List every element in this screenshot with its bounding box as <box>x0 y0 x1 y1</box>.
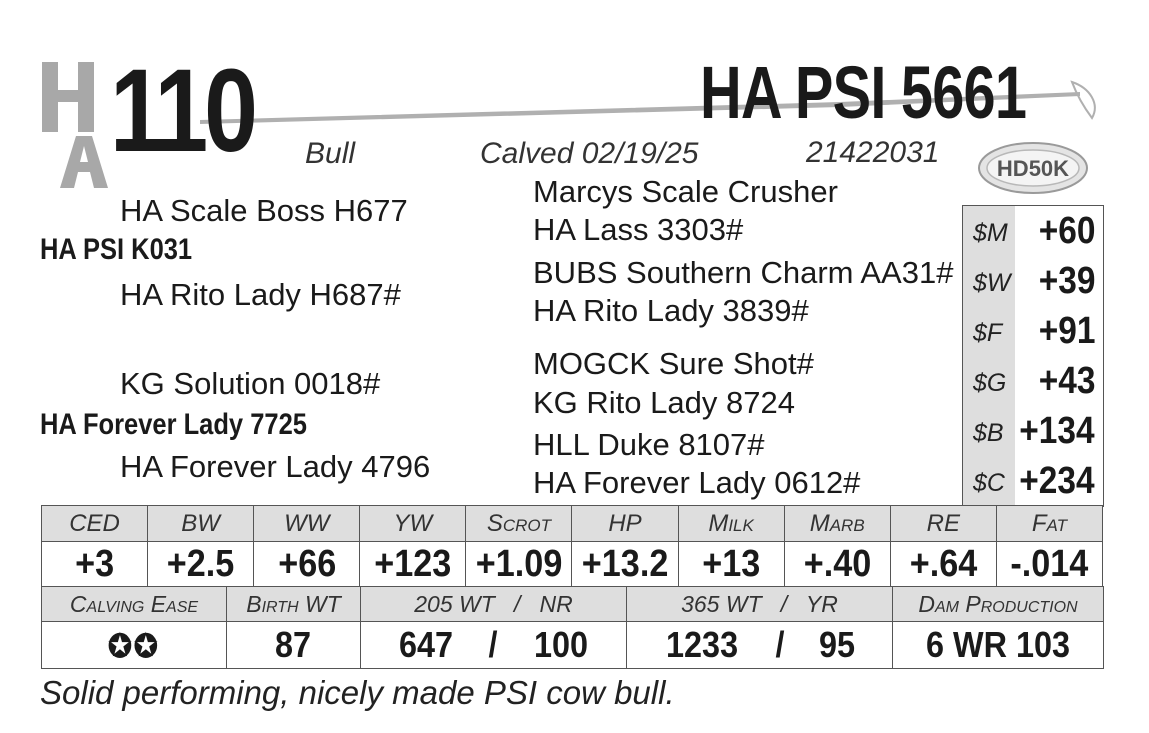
epd-cell <box>678 542 784 587</box>
epd-header: Fat <box>996 506 1102 542</box>
index-row-g <box>963 356 1103 406</box>
index-row-c <box>963 456 1103 506</box>
wt365-value: 1233 <box>666 624 739 665</box>
dam-production-cell <box>893 622 1104 669</box>
epd-cell <box>360 542 466 587</box>
epd-cell <box>42 542 148 587</box>
sex-label: Bull <box>305 137 356 170</box>
epd-header: Scrot <box>466 506 572 542</box>
index-value: +134 <box>1019 410 1095 452</box>
separator: / <box>775 624 785 665</box>
epd-cell <box>784 542 890 587</box>
dam: HA Forever Lady 7725 <box>40 408 307 441</box>
index-label: $G <box>973 369 1007 397</box>
wt205-value: 647 <box>399 624 454 665</box>
dam-dam-sire: HLL Duke 8107# <box>533 427 765 462</box>
index-value: +39 <box>1038 260 1095 302</box>
dam-production-value: 6 WR 103 <box>925 624 1071 665</box>
epd-header: Marb <box>784 506 890 542</box>
epd-cell <box>254 542 360 587</box>
comment-text: Solid performing, nicely made PSI cow bull. <box>40 674 675 711</box>
epd-cell <box>996 542 1102 587</box>
index-row-m <box>963 206 1103 256</box>
epd-cell <box>466 542 572 587</box>
dam-sire: KG Solution 0018# <box>120 366 381 401</box>
epd-table <box>41 505 1103 587</box>
epd-header: Milk <box>678 506 784 542</box>
perf-header-calving-ease: Calving Ease <box>42 587 227 622</box>
sire-sire-dam: HA Lass 3303# <box>533 212 744 247</box>
index-label: $M <box>973 219 1008 247</box>
perf-header-365-wt: 365 WT / YR <box>627 587 893 622</box>
lot-number: 110 <box>110 45 254 177</box>
epd-header: HP <box>572 506 678 542</box>
epd-cell <box>572 542 678 587</box>
registration-number: 21422031 <box>806 136 940 169</box>
epd-value: +123 <box>374 542 452 585</box>
index-row-b <box>963 406 1103 456</box>
birth-wt-cell <box>227 622 361 669</box>
epd-value-row <box>42 542 1103 587</box>
performance-value-row <box>42 622 1104 669</box>
index-value: +234 <box>1019 460 1095 502</box>
calving-ease-cell <box>42 622 227 669</box>
hd50k-badge-icon <box>977 141 1089 195</box>
epd-header: WW <box>254 506 360 542</box>
epd-cell <box>890 542 996 587</box>
epd-header: RE <box>890 506 996 542</box>
epd-cell <box>148 542 254 587</box>
sire-dam-sire: BUBS Southern Charm AA31# <box>533 255 954 290</box>
wt205-cell <box>361 622 627 669</box>
epd-value: -.014 <box>1010 542 1089 585</box>
epd-value: +3 <box>75 542 115 585</box>
badge-text: HD50K <box>996 156 1070 181</box>
epd-header-row <box>42 506 1103 542</box>
dam-sire-sire: MOGCK Sure Shot# <box>533 346 814 381</box>
index-label: $F <box>973 319 1003 347</box>
sire-sire: HA Scale Boss H677 <box>120 193 408 228</box>
calving-ease-stars-icon: ✪✪ <box>108 628 160 664</box>
separator: / <box>488 624 498 665</box>
epd-header: BW <box>148 506 254 542</box>
epd-header: YW <box>360 506 466 542</box>
dam-dam: HA Forever Lady 4796 <box>120 449 431 484</box>
sire: HA PSI K031 <box>40 233 193 266</box>
nr-value: 100 <box>533 624 588 665</box>
calved-date: Calved 02/19/25 <box>480 137 699 170</box>
dam-sire-dam: KG Rito Lady 8724 <box>533 385 795 420</box>
epd-value: +66 <box>277 542 336 585</box>
epd-value: +1.09 <box>475 542 563 585</box>
epd-header: CED <box>42 506 148 542</box>
animal-name: HA PSI 5661 <box>700 51 1027 134</box>
index-row-f <box>963 306 1103 356</box>
birth-wt-value: 87 <box>275 624 312 665</box>
epd-value: +13 <box>702 542 761 585</box>
index-label: $W <box>973 269 1011 297</box>
yr-value: 95 <box>818 624 855 665</box>
performance-header-row <box>42 587 1104 622</box>
index-value: +91 <box>1038 310 1095 352</box>
dam-dam-dam: HA Forever Lady 0612# <box>533 465 861 500</box>
perf-header-dam-production: Dam Production <box>893 587 1104 622</box>
wt365-cell <box>627 622 893 669</box>
epd-value: +.64 <box>909 542 978 585</box>
sire-sire-sire: Marcys Scale Crusher <box>533 174 838 209</box>
perf-header-205-wt: 205 WT / NR <box>361 587 627 622</box>
performance-table <box>41 586 1104 669</box>
epd-value: +.40 <box>803 542 871 585</box>
index-label: $C <box>973 469 1005 497</box>
dollar-index-box <box>962 205 1104 507</box>
epd-value: +2.5 <box>166 542 235 585</box>
sire-dam: HA Rito Lady H687# <box>120 277 401 312</box>
index-row-w <box>963 256 1103 306</box>
ha-logo <box>38 58 118 190</box>
sire-dam-dam: HA Rito Lady 3839# <box>533 293 809 328</box>
perf-header-birth-wt: Birth WT <box>227 587 361 622</box>
epd-value: +13.2 <box>581 542 669 585</box>
index-value: +43 <box>1038 360 1095 402</box>
index-value: +60 <box>1038 210 1095 252</box>
index-label: $B <box>973 419 1004 447</box>
